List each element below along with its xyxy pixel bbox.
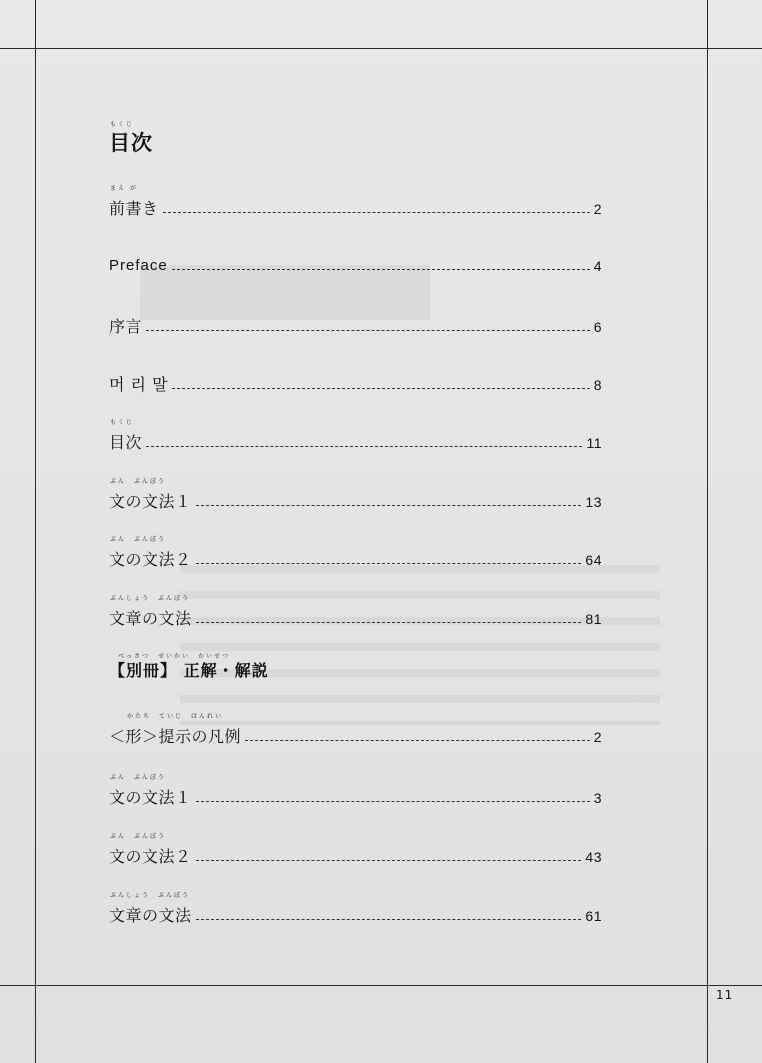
dot-leader [146, 330, 590, 331]
toc-entry[interactable] [109, 312, 602, 336]
entry-page-number: 3 [593, 790, 602, 806]
dot-leader [196, 860, 582, 861]
entry-label: 前書き [109, 199, 159, 218]
dot-leader [172, 269, 590, 270]
entry-page-number: 6 [593, 319, 602, 335]
entry-ruby: まえ が [110, 185, 138, 192]
entry-page-number: 61 [585, 908, 602, 924]
dot-leader [196, 919, 582, 920]
entry-ruby: ぶんしょう ぶんぽう [110, 595, 191, 602]
entry-ruby: ぶん ぶんぽう [110, 536, 167, 543]
entry-page-number: 64 [585, 552, 602, 568]
entry-label: 文の文法２ [109, 550, 192, 569]
entry-page-number: 2 [593, 201, 602, 217]
appendix-entry[interactable] [109, 833, 602, 866]
toc-entry[interactable] [109, 478, 602, 511]
toc-entry[interactable] [109, 419, 602, 452]
toc-title: 目次 [109, 130, 153, 155]
crop-line-bottom [0, 985, 762, 986]
toc-entry[interactable] [109, 370, 602, 394]
entry-page-number: 81 [585, 611, 602, 627]
entry-page-number: 8 [593, 377, 602, 393]
dot-leader [196, 505, 582, 506]
entry-label: 文の文法１ [109, 492, 192, 511]
entry-ruby: ぶん ぶんぽう [110, 833, 167, 840]
dot-leader [196, 801, 590, 802]
appendix-entry[interactable] [109, 774, 602, 807]
entry-ruby: かたち ていじ はんれい [127, 713, 224, 720]
appendix-entry[interactable] [109, 713, 602, 746]
page-number: 11 [716, 988, 734, 1002]
entry-label: 目次 [109, 433, 143, 452]
entry-ruby: ぶん ぶんぽう [110, 478, 167, 485]
appendix-heading: 【別冊】 正解・解説 [109, 661, 269, 680]
entry-page-number: 4 [593, 258, 602, 274]
crop-line-left [35, 0, 36, 1063]
entry-ruby: もくじ [110, 419, 135, 426]
dot-leader [196, 563, 582, 564]
entry-label: 序言 [109, 317, 143, 336]
dot-leader [146, 446, 582, 447]
toc-entry[interactable] [109, 251, 602, 275]
show-through-lines [180, 565, 660, 725]
dot-leader [163, 212, 590, 213]
toc-entry[interactable] [109, 595, 602, 628]
entry-label: 文の文法２ [109, 847, 192, 866]
dot-leader [196, 622, 582, 623]
toc-title-ruby: もくじ [110, 121, 135, 128]
crop-line-right [707, 0, 708, 1063]
appendix-heading-ruby: べっさつ せいかい かいせつ [118, 653, 231, 660]
entry-label: ＜形＞提示の凡例 [109, 727, 242, 746]
crop-line-top [0, 48, 762, 49]
entry-page-number: 2 [593, 729, 602, 745]
entry-ruby: ぶんしょう ぶんぽう [110, 892, 191, 899]
entry-label: 文章の文法 [109, 609, 192, 628]
toc-entry[interactable] [109, 536, 602, 569]
entry-page-number: 43 [585, 849, 602, 865]
entry-label: 머 리 말 [109, 375, 169, 394]
entry-label: 文の文法１ [109, 788, 192, 807]
entry-page-number: 13 [585, 494, 602, 510]
dot-leader [245, 740, 590, 741]
entry-label: 文章の文法 [109, 906, 192, 925]
entry-label: Preface [109, 257, 168, 274]
entry-page-number: 11 [586, 435, 602, 451]
appendix-entry[interactable] [109, 892, 602, 925]
toc-entry[interactable] [109, 185, 602, 218]
entry-ruby: ぶん ぶんぽう [110, 774, 167, 781]
dot-leader [172, 388, 590, 389]
